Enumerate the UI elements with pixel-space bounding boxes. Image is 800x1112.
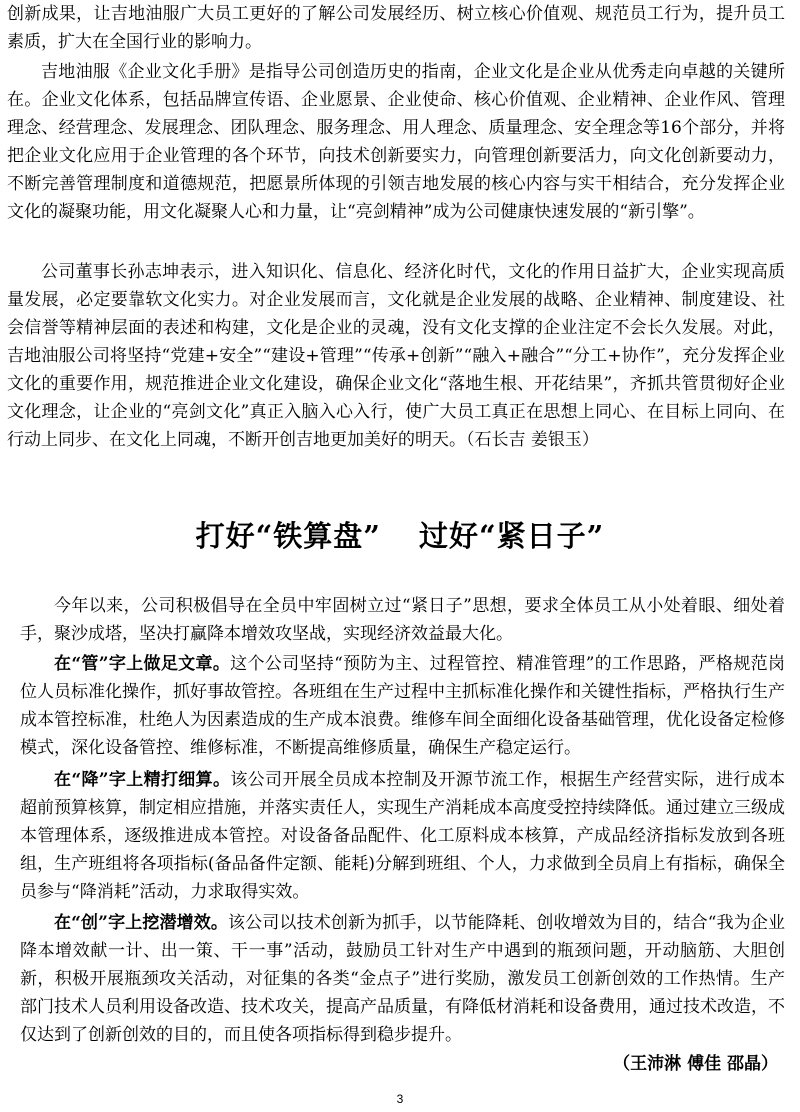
prev-article-paragraph-2: 吉地油服《企业文化手册》是指导公司创造历史的指南，企业文化是企业从优秀走向卓越的关键所在。企业文化体系，包括品牌宣传语、企业愿景、企业使命、核心价值观、企业精神、企业作风、管理理念、经营理念、发展理念、团队理念、服务理念、用人理念、质量理念、安全理念等16个部分，并将把企业文化应用于企业管理的各个环节，向技术创新要实力，向管理创新要活力，向文化创新要动力，不断完善管理制度和道德规范，把愿景所体现的引领吉地发展的核心内容与实干相结合，充分发挥企业文化的凝聚功能，用文化凝聚人心和力量，让“亮剑精神”成为公司健康快速发展的“新引擎”。 bbox=[7, 62, 785, 222]
article-authors: （王沛淋 傅佳 邵晶） bbox=[613, 1054, 778, 1074]
section-1-body: 这个公司坚持“预防为主、过程管控、精准管理”的工作思路，严格规范岗位人员标准化操作，抓好事故管控。各班组在生产过程中主抓标准化操作和关键性指标，严格执行生产成本管控标准，杜绝人为因素造成的生产成本浪费。维修车间全面细化设备基础管理，优化设备定检修模式，深化设备管控、维修标准，不断提高维修质量，确保生产稳定运行。 bbox=[20, 654, 785, 758]
section-2-body: 该公司开展全员成本控制及开源节流工作，根据生产经营实际，进行成本超前预算核算，制定相应措施，并落实责任人，实现生产消耗成本高度受控持续降低。通过建立三级成本管理体系，逐级推进成本管控。对设备备品配件、化工原料成本核算，产成品经济指标发放到各班组，生产班组将各项指标(备品备件定额、能耗)分解到班组、个人，力求做到全员肩上有指标，确保全员参与“降消耗”活动，力求取得实效。 bbox=[20, 770, 785, 902]
article-section-2 bbox=[20, 766, 785, 906]
section-3-body: 该公司以技术创新为抓手，以节能降耗、创收增效为目的，结合“我为企业降本增效献一计、出一策、干一事”活动，鼓励员工针对生产中遇到的瓶颈问题，开动脑筋、大胆创新，积极开展瓶颈攻关活动，对征集的各类“金点子”进行奖励，激发员工创新创效的工作热情。生产部门技术人员利用设备改造、技术攻关，提高产品质量，有降低材消耗和设备费用，通过技术改造，不仅达到了创新创效的目的，而且使各项指标得到稳步提升。 bbox=[20, 913, 785, 1045]
article-intro: 今年以来，公司积极倡导在全员中牢固树立过“紧日子”思想，要求全体员工从小处着眼、细处着手，聚沙成塔，坚决打赢降本增效攻坚战，实现经济效益最大化。 bbox=[20, 596, 785, 644]
section-1-lead: 在“管”字上做足文章。 bbox=[54, 654, 231, 674]
section-2-lead: 在“降”字上精打细算。 bbox=[54, 770, 231, 790]
article-section-1 bbox=[20, 650, 785, 762]
section-3-lead: 在“创”字上挖潜增效。 bbox=[54, 913, 229, 933]
prev-article-paragraph-3: 公司董事长孙志坤表示，进入知识化、信息化、经济化时代，文化的作用日益扩大，企业实现高质量发展，必定要靠软文化实力。对企业发展而言，文化就是企业发展的战略、企业精神、制度建设、社会信誉等精神层面的表述和构建，文化是企业的灵魂，没有文化支撑的企业注定不会长久发展。对此，吉地油服公司将坚持“党建+安全”“建设+管理”“传承+创新”“融入+融合”“分工+协作”，充分发挥企业文化的重要作用，规范推进企业文化建设，确保企业文化“落地生根、开花结果”，齐抓共管贯彻好企业文化理念，让企业的“亮剑文化”真正入脑入心入行，使广大员工真正在思想上同心、在目标上同向、在行动上同步、在文化上同魂，不断开创吉地更加美好的明天。（石长吉 姜银玉） bbox=[7, 262, 785, 450]
page-number: 3 bbox=[396, 1092, 404, 1106]
article-title-part-1: 打好“铁算盘” bbox=[195, 519, 381, 553]
prev-article-paragraph-1: 创新成果，让吉地油服广大员工更好的了解公司发展经历、树立核心价值观、规范员工行为，提升员工素质，扩大在全国行业的影响力。 bbox=[7, 4, 785, 52]
article-title-part-2: 过好“紧日子” bbox=[419, 519, 605, 553]
article-section-3 bbox=[20, 909, 785, 1049]
article-title bbox=[0, 514, 800, 555]
